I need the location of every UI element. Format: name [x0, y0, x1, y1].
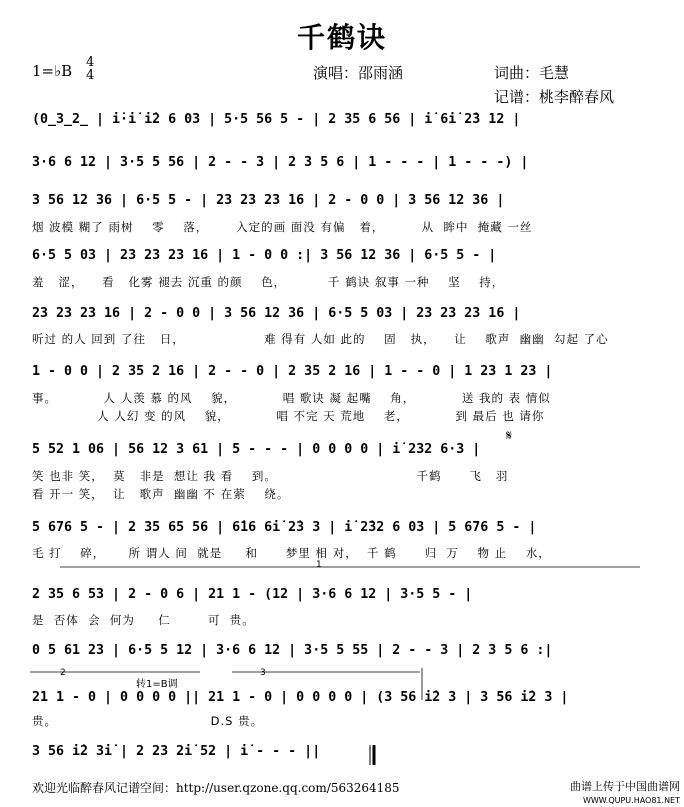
site-watermark [570, 780, 680, 807]
score-line-12-notes: 3 56 i̇2 3i̇ | 2 23 2i̇ 52 | i̇ - - - || [32, 744, 321, 759]
score-line-11-lyrics: 贵。 D.S 贵。 [32, 714, 264, 728]
time-signature-denominator: 4 [86, 68, 95, 83]
time-signature-numerator: 4 [86, 55, 95, 70]
score-line-1-notes: (0̲3̲2̲ | i̇·i̇ i̇2 6 03 | 5·5 56 5 - | 2 35 6 56 | i̇ 6i̇ 2̇3 12 | [32, 112, 521, 127]
score-line-10-notes: 0 5 61 23 | 6·5 5 12 | 3·6 6 12 | 3·5 5 55 | 2 - - 3 | 2 3 5 6 :| [32, 643, 553, 658]
score-line-3-notes: 3 56 12 36 | 6·5 5 - | 23 23 23 16 | 2 - 0 0 | 3 56 12 36 | [32, 193, 505, 208]
footer-link-text: 欢迎光临醉春风记谱空间：http://user.qzone.qq.com/563264185 [32, 781, 400, 795]
score-line-5-lyrics: 听过 的人 回到 了往 日， 难 得有 人如 此的 固 执， 让 歌声 幽幽 勾起 了心 [32, 332, 609, 346]
score-title: 千鹤诀 [296, 21, 387, 54]
score-line-8-notes: 5 676 5 - | 2 35 65 56 | 6̇16 6i̇ 2̇3 3 | i̇ 2̇32 6 03 | 5 676 5 - | [32, 520, 537, 535]
transcriber-credit: 记谱：桃李醉春风 [494, 88, 615, 106]
modulation-note: 转1=B调 [136, 679, 178, 690]
score-line-9-notes: 2 35 6 53 | 2 - 0 6 | 21 1 - (12 | 3·6 6 12 | 3·5 5 - | [32, 587, 473, 602]
score-line-7-lyrics: 笑 也非 笑， 莫 非是 想让 我 看 到。 千鹤 飞 羽 [32, 469, 509, 483]
volta-2-label: 2 [60, 668, 66, 678]
score-line-3-lyrics: 烟 波模 糊了 雨树 零 落， 入定的画 面没 有偏 着， 从 眸中 掩藏 一丝 [32, 220, 533, 234]
score-line-4-lyrics: 羞 涩， 看 化雾 褪去 沉重 的颜 色， 千 鹤诀 叙事 一种 坚 持， [32, 275, 505, 289]
watermark-line-2: WWW.QUPU.HAO81.NET [582, 796, 680, 805]
volta-1-label: 1 [316, 560, 322, 570]
score-line-5-notes: 23 23 23 16 | 2 - 0 0 | 3 56 12 36 | 6·5 5 03 | 23 23 23 16 | [32, 306, 521, 321]
segno-sign: 𝄋 [506, 428, 513, 444]
score-line-6-lyrics: 事。 人 人羡 慕 的风 貌， 唱 歌诀 凝 起嘴 角， 送 我的 表 情似 [32, 391, 551, 405]
score-line-6-notes: 1 - 0 0 | 2 35 2 16 | 2 - - 0 | 2 35 2 16 | 1 - - 0 | 1 23 1 23 | [32, 364, 553, 379]
score-line-9-lyrics: 是 否体 会 何为 仁 可 贵。 [32, 613, 255, 627]
watermark-line-1: 曲谱上传于中国曲谱网 [570, 780, 680, 793]
score-line-6-lyrics-verse2: 人 人幻 变 的风 貌， 唱 不完 天 荒地 老， 到 最后 也 请你 [32, 409, 545, 423]
composer-credit: 词曲：毛慧 [494, 64, 570, 82]
singer-credit: 演唱：邵雨涵 [313, 64, 404, 82]
score-line-2-notes: 3·6 6 12 | 3·5 5 56 | 2 - - 3 | 2 3 5 6 | 1 - - - | 1 - - -) | [32, 155, 529, 170]
score-line-4-notes: 6·5 5 03 | 23 23 23 16 | 1 - 0 0 :| 3 56 12 36 | 6·5 5 - | [32, 248, 497, 263]
volta-3-label: 3 [260, 668, 266, 678]
score-line-7-lyrics-verse2: 看 开一 笑， 让 歌声 幽幽 不 在萦 绕。 [32, 487, 290, 501]
score-line-8-lyrics: 毛 打 碎， 所 谓人 间 就是 和 梦里 相 对， 千 鹤 归 万 物 止 水， [32, 546, 551, 560]
score-line-11-notes: 21 1 - 0 | 0 0 0 0 || 21 1 - 0 | 0 0 0 0 | (3 56 i̇2 3 | 3 56 i̇2 3 | [32, 690, 569, 705]
key-signature: 1=♭B [32, 62, 73, 80]
score-line-7-notes: 5 52 1 06 | 56 12 3 61 | 5 - - - | 0 0 0 0 | i̇ 232 6·3 | [32, 442, 481, 457]
